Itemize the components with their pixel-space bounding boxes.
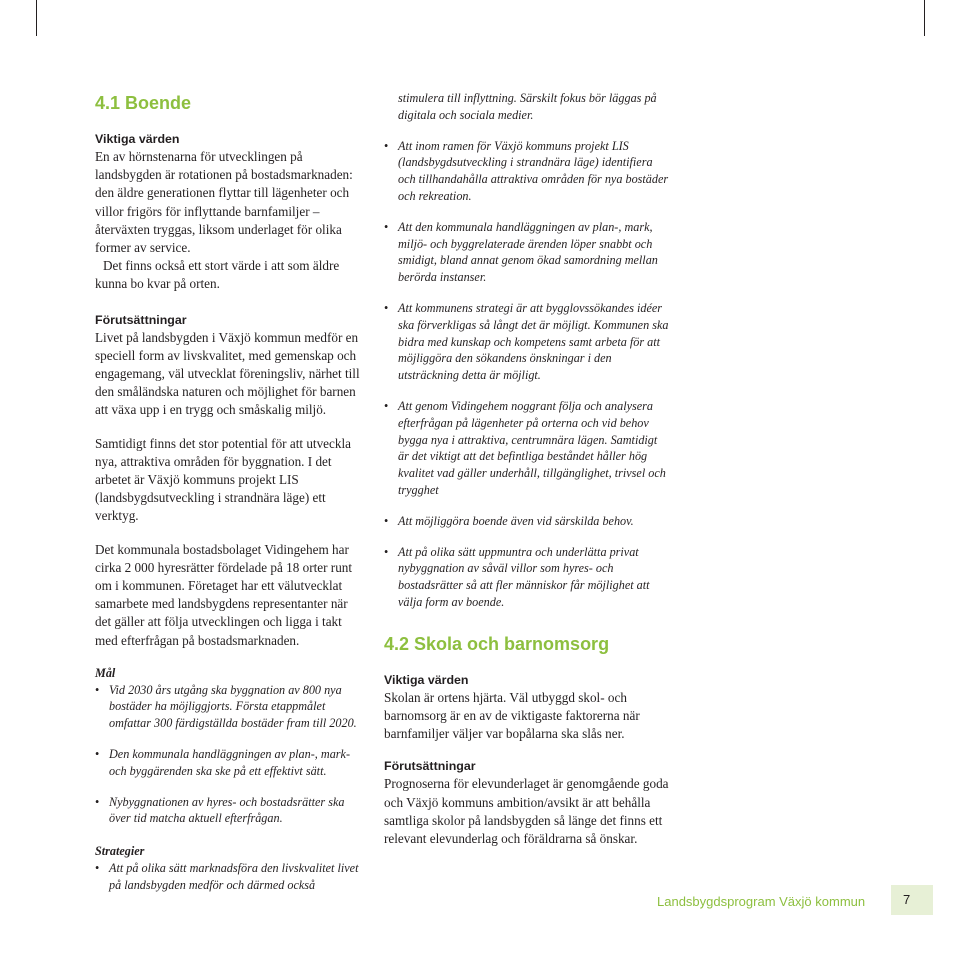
strategy-continuation: stimulera till inflyttning. Särskilt fokus bör läggas på digitala och sociala medier.: [398, 91, 657, 122]
list-item: • Att genom Vidingehem noggrant följa och analysera efterfrågan på lägenheter på orterna och vid behov bygga nya i attraktiva, centrumnära lägen. Samtidigt är det viktigt att det befintliga beståndet håller hög kvalitet vad gäller underhåll, tillgänglighet, trivsel och trygghet: [384, 398, 666, 497]
heading-forutsattningar-2: Förutsättningar: [384, 759, 476, 774]
paragraph-prereq-1: Livet på landsbygden i Växjö kommun medför en speciell form av livskvalitet, med gemenskap och engagemang, väl utvecklat föreningsliv, närhet till den småländska naturen och möjlighet för barnen att växa upp i en trygg och småskalig miljö.: [95, 329, 360, 418]
section-title-skola: 4.2 Skola och barnomsorg: [384, 633, 610, 654]
bullet-icon: •: [384, 219, 389, 234]
heading-forutsattningar: Förutsättningar: [95, 312, 187, 327]
bullet-icon: •: [384, 300, 389, 315]
right-column: [384, 90, 669, 848]
heading-strategier: Strategier: [95, 844, 145, 859]
bullet-icon: •: [384, 138, 389, 153]
bullet-icon: •: [384, 544, 389, 559]
section-title-boende: 4.1 Boende: [95, 93, 192, 113]
list-item: • Den kommunala handläggningen av plan-, mark- och byggärenden ska ske på ett effektivt sätt.: [95, 747, 351, 778]
heading-viktiga-varden: Viktiga värden: [95, 132, 180, 146]
paragraph-values-2: Det finns också ett stort värde i att som äldre kunna bo kvar på orten.: [95, 258, 340, 292]
list-item: • Att på olika sätt marknadsföra den livskvalitet livet på landsbygden medför och därmed också: [95, 861, 359, 892]
paragraph-values-1: En av hörnstenarna för utvecklingen på landsbygden är rotationen på bostadsmarknaden: den äldre generationen flyttar till lägenheter och villor frigörs för inflyttande barnfamiljer – återväxten tryggas, liksom underlaget för olika former av service.: [95, 149, 353, 256]
list-item: • Vid 2030 års utgång ska byggnation av 800 nya bostäder ha möjliggjorts. Första etappmålet omfattar 300 färdigställda bostäder fram till 2020.: [95, 682, 357, 731]
paragraph-skola-values: Skolan är ortens hjärta. Väl utbyggd skol- och barnomsorg är en av de viktigaste faktorerna när barnfamiljer väljer var bopålarna ska slås ner.: [384, 689, 640, 742]
bullet-icon: •: [95, 794, 100, 809]
paragraph-skola-prereq: Prognoserna för elevunderlaget är genomgående goda och Växjö kommuns ambition/avsikt är att behålla samtliga skolor på landsbygden så länge det finns ett relevant elevunderlag och föräldrarna så önskar.: [384, 776, 669, 846]
bullet-icon: •: [384, 398, 389, 413]
strategy-list: [384, 138, 669, 611]
goal-list: [95, 682, 365, 828]
list-item: • Att möjliggöra boende även vid särskilda behov.: [384, 513, 634, 528]
footer-title: Landsbygdsprogram Växjö kommun: [657, 894, 866, 909]
paragraph-prereq-3: Det kommunala bostadsbolaget Vidingehem har cirka 2 000 hyresrätter fördelade på 18 orter runt om i kommunen. Företaget har ett välutvecklat samarbete med landsbygdens representanter när det gäller att följa utvecklingen och ligga i takt med efterfrågan på bostadsmarknaden.: [95, 541, 353, 648]
page-number: 7: [891, 885, 933, 915]
bullet-icon: •: [95, 861, 100, 876]
bullet-icon: •: [95, 747, 100, 762]
bullet-icon: •: [384, 513, 389, 528]
list-item: • Nybyggnationen av hyres- och bostadsrätter ska över tid matcha aktuell efterfrågan.: [95, 794, 345, 826]
list-item: • Att den kommunala handläggningen av plan-, mark, miljö- och byggrelaterade ärenden löper snabbt och smidigt, bland annat genom ökad samordning mellan berörda instanser.: [384, 219, 658, 285]
heading-viktiga-varden-2: Viktiga värden: [384, 672, 469, 687]
strategy-list-start: [95, 860, 365, 894]
left-column: [95, 90, 365, 894]
list-item: • Att på olika sätt uppmuntra och underlätta privat nybyggnation av såväl villor som hyres- och bostadsrätter så att fler människor får möjlighet att välja form av boende.: [384, 544, 650, 609]
crop-mark-left: [36, 0, 37, 36]
heading-mal: Mål: [95, 665, 116, 680]
list-item: • Att inom ramen för Växjö kommuns projekt LIS (landsbygdsutveckling i strandnära läge) identifiera och tillhandahålla attraktiva områden för nya bostäder och rekreation.: [384, 138, 669, 203]
crop-mark-right: [924, 0, 925, 36]
list-item: • Att kommunens strategi är att bygglovssökandes idéer ska förverkligas så långt det är möjligt. Kommunen ska bidra med kunskap och kompetens samt arbeta för att möjliggöra den sökandens önskningar i den utsträckning detta är möjligt.: [384, 300, 669, 383]
bullet-icon: •: [95, 682, 100, 697]
paragraph-prereq-2: Samtidigt finns det stor potential för att utveckla nya, attraktiva områden för byggnation. I det arbetet är Växjö kommuns projekt LIS (landsbygdsutveckling i strandnära läge) ett verktyg.: [95, 435, 352, 524]
